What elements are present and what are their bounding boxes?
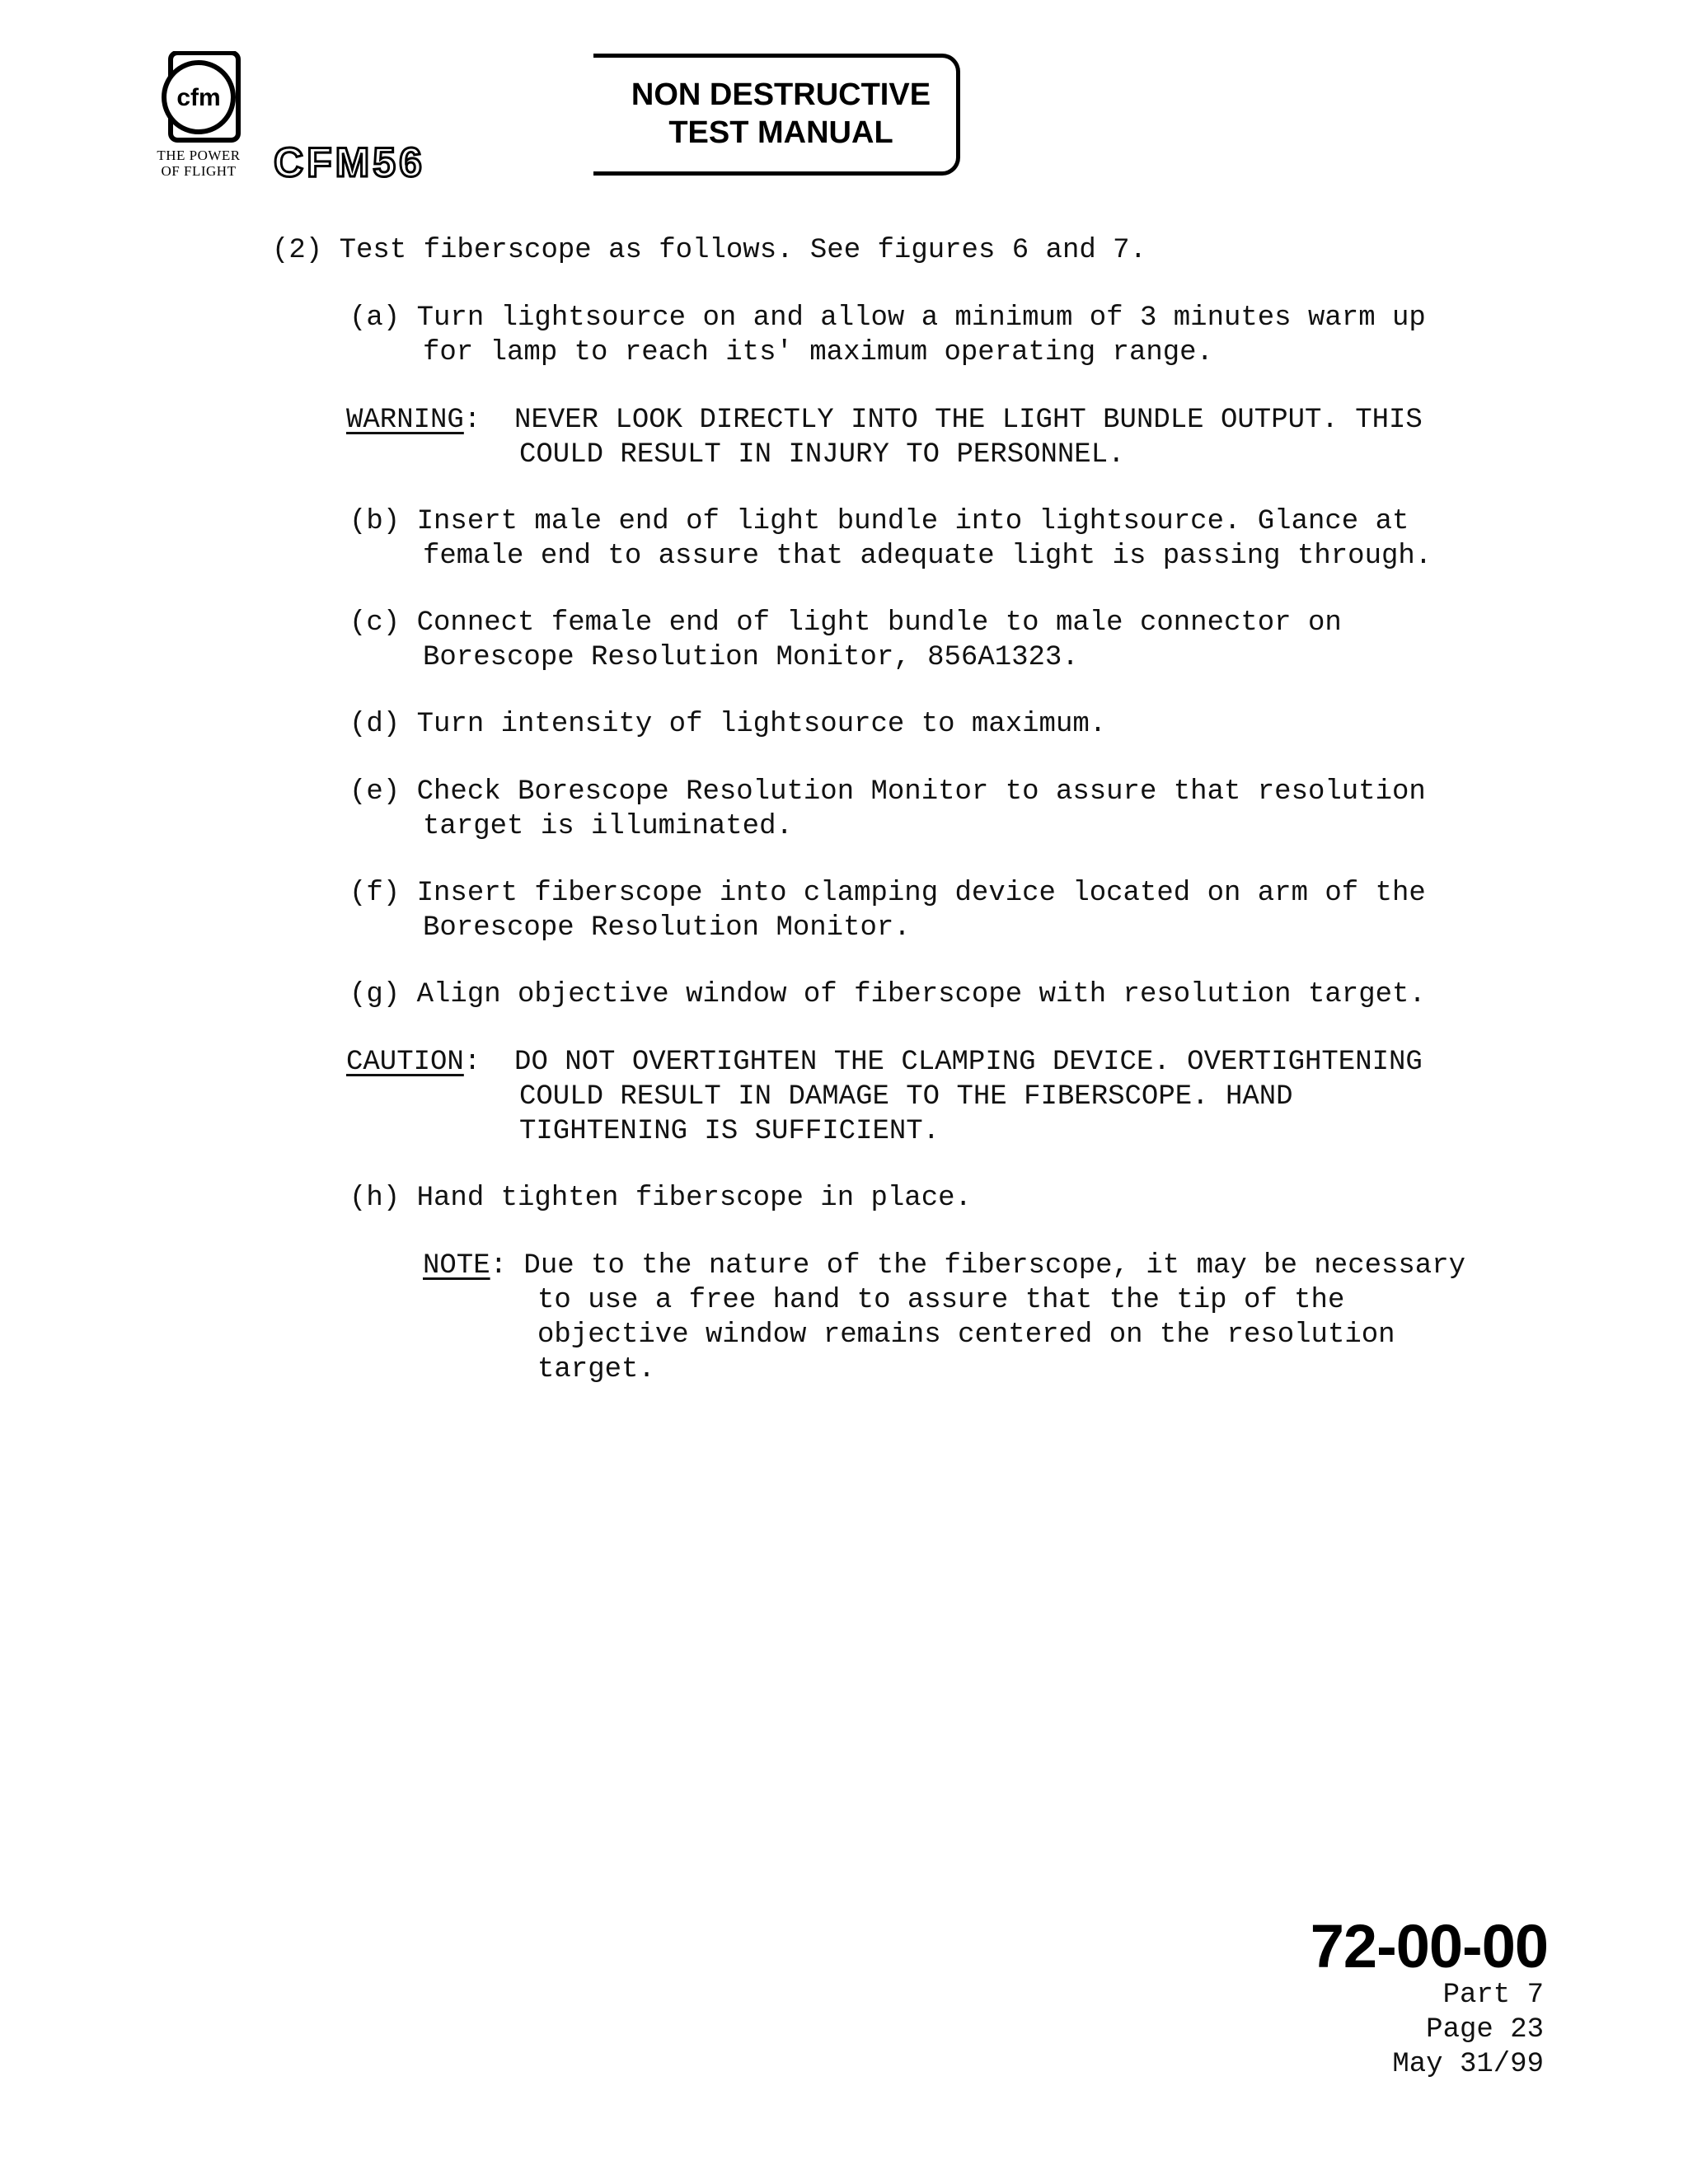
- step-h: (h) Hand tighten fiberscope in place.: [349, 1183, 972, 1214]
- warning-line2: COULD RESULT IN INJURY TO PERSONNEL.: [519, 439, 1125, 471]
- manual-title-line2: TEST MANUAL: [668, 115, 893, 150]
- caution-text-line1: : DO NOT OVERTIGHTEN THE CLAMPING DEVICE. OVERTIGHTENING: [463, 1047, 1423, 1078]
- cfm-logo-mark: [161, 51, 243, 143]
- caution-line1: [346, 1045, 1423, 1080]
- step-a-line1: (a) Turn lightsource on and allow a minimum of 3 minutes warm up: [349, 302, 1426, 334]
- note-line4: target.: [537, 1354, 655, 1385]
- step-c-line2: Borescope Resolution Monitor, 856A1323.: [423, 642, 1079, 673]
- warning-text-line1: : NEVER LOOK DIRECTLY INTO THE LIGHT BUNDLE OUTPUT. THIS: [463, 405, 1423, 436]
- footer-date: May 31/99: [1392, 2049, 1544, 2080]
- cfm56-wordmark-text: CFM56: [274, 142, 425, 183]
- logo-tagline: [149, 148, 248, 179]
- footer-page: Page 23: [1426, 2014, 1544, 2046]
- step-f-line1: (f) Insert fiberscope into clamping device located on arm of the: [349, 878, 1426, 909]
- warning-line1: [346, 403, 1423, 438]
- manual-title-line1: NON DESTRUCTIVE: [631, 77, 931, 112]
- step-f-line2: Borescope Resolution Monitor.: [423, 912, 911, 944]
- step-b-line2: female end to assure that adequate light is passing through.: [423, 541, 1432, 572]
- step-g: (g) Align objective window of fiberscope with resolution target.: [349, 979, 1426, 1010]
- step-2: (2) Test fiberscope as follows. See figures 6 and 7.: [272, 235, 1146, 266]
- caution-label: CAUTION: [346, 1047, 464, 1078]
- warning-label: WARNING: [346, 405, 464, 436]
- cfm56-wordmark: [272, 142, 486, 183]
- note-line1: [423, 1249, 1465, 1283]
- step-e-line1: (e) Check Borescope Resolution Monitor to assure that resolution: [349, 776, 1426, 808]
- note-line3: objective window remains centered on the resolution: [537, 1319, 1395, 1351]
- cfm-logo-text: cfm: [176, 84, 221, 111]
- caution-line2: COULD RESULT IN DAMAGE TO THE FIBERSCOPE. HAND: [519, 1081, 1293, 1113]
- logo-tagline-line2: OF FLIGHT: [161, 163, 237, 179]
- caution-line3: TIGHTENING IS SUFFICIENT.: [519, 1116, 940, 1147]
- note-label: NOTE: [423, 1250, 490, 1282]
- note-line2: to use a free hand to assure that the tip of the: [537, 1285, 1345, 1316]
- step-e-line2: target is illuminated.: [423, 811, 793, 842]
- step-d: (d) Turn intensity of lightsource to maximum.: [349, 709, 1107, 740]
- note-text-line1: : Due to the nature of the fiberscope, it may be necessary: [490, 1250, 1466, 1282]
- manual-title: [593, 76, 968, 152]
- step-b-line1: (b) Insert male end of light bundle into lightsource. Glance at: [349, 506, 1409, 537]
- step-a-line2: for lamp to reach its' maximum operating range.: [423, 337, 1213, 368]
- logo-tagline-line1: THE POWER: [157, 148, 241, 163]
- document-number: 72-00-00: [1310, 1912, 1548, 1980]
- step-c-line1: (c) Connect female end of light bundle to male connector on: [349, 607, 1342, 639]
- footer-part: Part 7: [1442, 1980, 1544, 2011]
- cfm-logo: [157, 51, 251, 191]
